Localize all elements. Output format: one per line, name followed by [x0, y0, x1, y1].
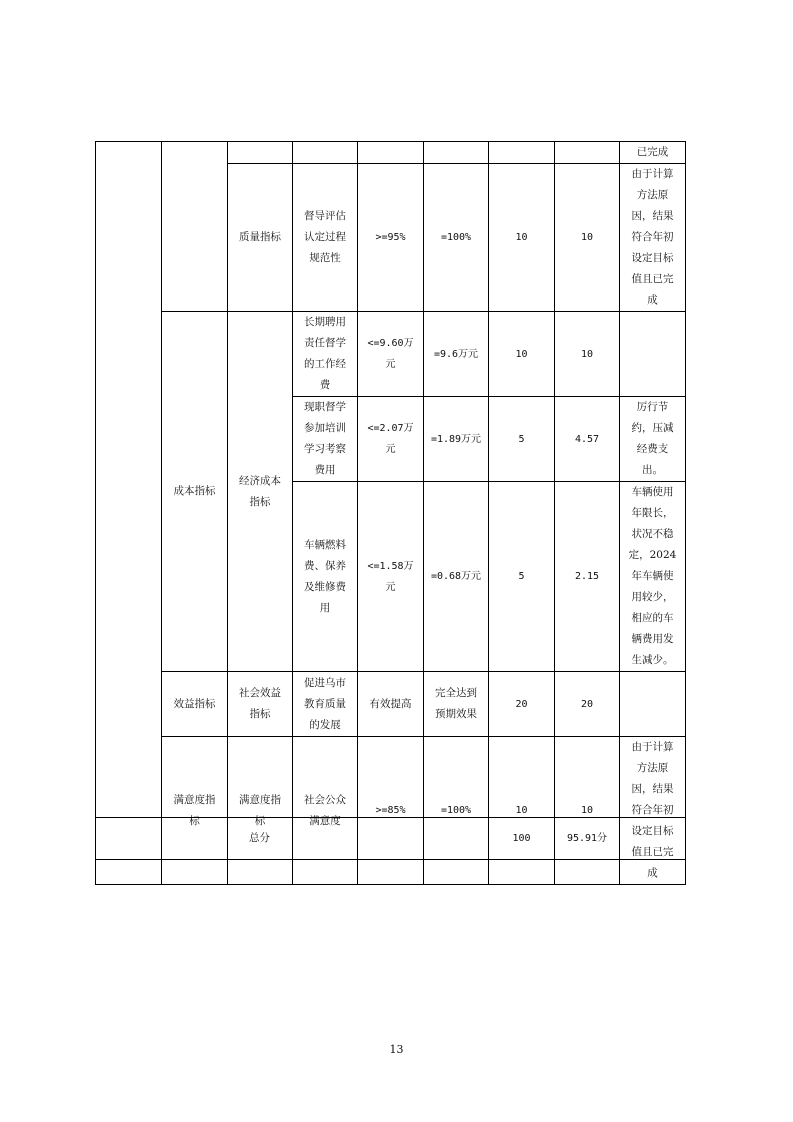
actual-cell: =0.68万元	[424, 482, 489, 672]
level2-cell	[162, 142, 228, 312]
level2-cell: 满意度指标	[162, 737, 228, 885]
table-row	[96, 672, 686, 737]
actual-cell: =100%	[424, 737, 489, 885]
page-number: 13	[389, 1043, 404, 1056]
actual-cell: =9.6万元	[424, 312, 489, 397]
item-cell: 长期聘用责任督学的工作经费	[293, 312, 358, 397]
level3-cell: 经济成本指标	[228, 312, 293, 672]
level3-cell: 满意度指标	[228, 737, 293, 885]
score-cell: 10	[555, 164, 620, 312]
table-cell	[489, 142, 555, 164]
weight-cell: 5	[489, 482, 555, 672]
actual-cell: 完全达到预期效果	[424, 672, 489, 737]
level3-cell: 社会效益指标	[228, 672, 293, 737]
table-cell	[620, 818, 686, 860]
total-score-table	[95, 817, 686, 860]
target-cell: <=9.60万元	[358, 312, 424, 397]
level1-cell	[96, 142, 162, 885]
target-cell: >=95%	[358, 164, 424, 312]
item-cell: 车辆燃料费、保养及维修费用	[293, 482, 358, 672]
note-cell: 车辆使用年限长，状况不稳定，2024年车辆使用较少，相应的车辆费用发生减少。	[620, 482, 686, 672]
item-cell: 促进乌市教育质量的发展	[293, 672, 358, 737]
note-cell	[620, 312, 686, 397]
score-cell: 2.15	[555, 482, 620, 672]
item-cell: 督导评估认定过程规范性	[293, 164, 358, 312]
table-row	[96, 312, 686, 397]
target-cell: 有效提高	[358, 672, 424, 737]
note-cell: 已完成	[620, 142, 686, 164]
table-row	[96, 737, 686, 885]
table-cell	[424, 142, 489, 164]
level3-cell: 质量指标	[228, 164, 293, 312]
note-cell	[620, 672, 686, 737]
table-cell	[555, 142, 620, 164]
level2-cell: 成本指标	[162, 312, 228, 672]
total-score: 95.91分	[555, 818, 620, 860]
table-row	[96, 142, 686, 164]
item-cell: 社会公众满意度	[293, 737, 358, 885]
score-cell: 10	[555, 737, 620, 885]
table-cell	[293, 142, 358, 164]
weight-cell: 10	[489, 312, 555, 397]
actual-cell: =100%	[424, 164, 489, 312]
target-cell: <=1.58万元	[358, 482, 424, 672]
target-cell: <=2.07万元	[358, 397, 424, 482]
total-label: 总分	[96, 818, 424, 860]
item-cell: 现职督学参加培训学习考察费用	[293, 397, 358, 482]
level2-cell: 效益指标	[162, 672, 228, 737]
performance-indicator-table	[95, 141, 686, 885]
note-cell: 厉行节约，压减经费支出。	[620, 397, 686, 482]
target-cell: >=85%	[358, 737, 424, 885]
weight-cell: 20	[489, 672, 555, 737]
table-cell	[424, 818, 489, 860]
score-cell: 10	[555, 312, 620, 397]
total-row	[96, 818, 686, 860]
weight-cell: 5	[489, 397, 555, 482]
score-cell: 20	[555, 672, 620, 737]
note-cell: 由于计算方法原因，结果符合年初设定目标值且已完成	[620, 164, 686, 312]
score-cell: 4.57	[555, 397, 620, 482]
actual-cell: =1.89万元	[424, 397, 489, 482]
table-cell	[358, 142, 424, 164]
total-weight: 100	[489, 818, 555, 860]
weight-cell: 10	[489, 737, 555, 885]
weight-cell: 10	[489, 164, 555, 312]
table-cell	[228, 142, 293, 164]
note-cell: 由于计算方法原因，结果符合年初设定目标值且已完成	[620, 737, 686, 885]
